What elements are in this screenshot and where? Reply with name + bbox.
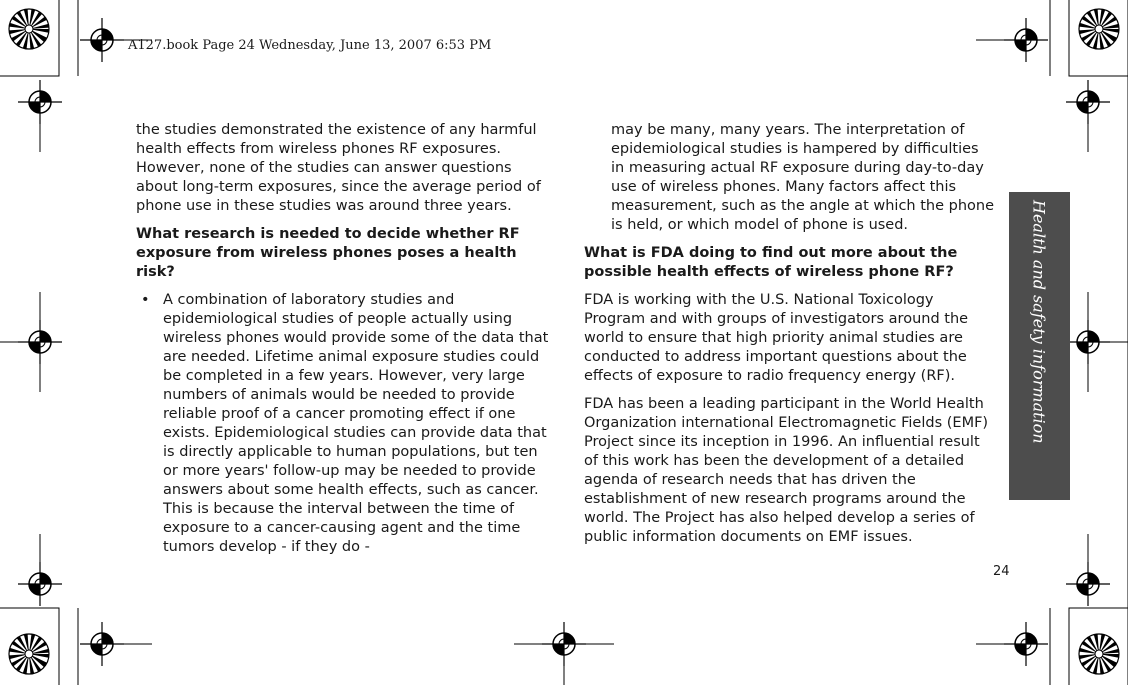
intro-paragraph: the studies demonstrated the existence of any harmful health effects from wireless phones RF exposures. However, none of the studies can answer questions about long-term exposures, since the average period of phone use in these studies was around three years.: [136, 122, 541, 214]
right-column: [584, 121, 994, 547]
fda-question-heading: What is FDA doing to find out more about the possible health effects of wireless phone RF?: [584, 245, 958, 280]
research-bullet-item: [136, 291, 556, 557]
page-number: 24: [993, 564, 1010, 579]
research-bullet-text: A combination of laboratory studies and epidemiological studies of people actually using wireless phones would provide some of the data that are needed. Lifetime animal exposure studies could be completed in a few years. However, very large numbers of animals would be needed to provide reliable proof of a cancer promoting effect if one exists. Epidemiological studies can provide data that is directly applicable to human populations, but ten or more years' follow-up may be needed to provide answers about some health effects, such as cancer. This is because the interval between the time of exposure to a cancer-causing agent and the time tumors develop - if they do -: [163, 292, 549, 555]
print-header-line: A127.book Page 24 Wednesday, June 13, 2007 6:53 PM: [128, 38, 492, 53]
research-question-heading: What research is needed to decide whether RF exposure from wireless phones poses a health risk?: [136, 226, 520, 280]
section-side-tab: [1009, 192, 1070, 500]
bullet-dot: •: [141, 292, 150, 308]
side-tab-label: Health and safety information: [1029, 200, 1049, 444]
bullet-continuation: may be many, many years. The interpretation of epidemiological studies is hampered by difficulties in measuring actual RF exposure during day-to-day use of wireless phones. Many factors affect this measurement, such as the angle at which the phone is held, or which model of phone is used.: [611, 122, 994, 233]
fda-emf-paragraph: FDA has been a leading participant in the World Health Organization international Electromagnetic Fields (EMF) Project since its inception in 1996. An influential result of this work has been the development of a detailed agenda of research needs that has driven the establishment of new research programs around the world. The Project has also helped develop a series of public information documents on EMF issues.: [584, 396, 989, 545]
left-column: [136, 121, 556, 557]
fda-toxicology-paragraph: FDA is working with the U.S. National Toxicology Program and with groups of investigators around the world to ensure that high priority animal studies are conducted to address important questions about the effects of exposure to radio frequency energy (RF).: [584, 292, 969, 384]
